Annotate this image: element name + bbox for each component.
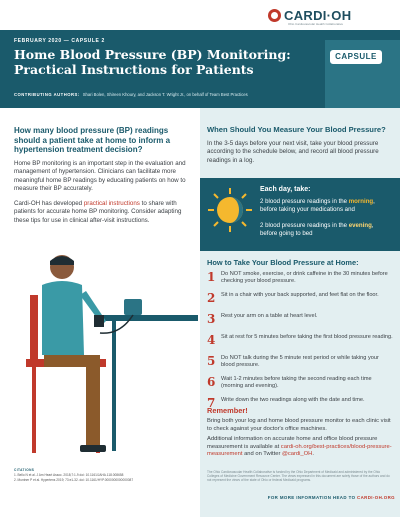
bp-measurement-link[interactable]: cardi-oh.org/best-practices/blood-pressure-measurement [207, 443, 392, 458]
p2-after: to share with patients for accurate home BP monitoring. Consider adapting these tips for use in clinical after-visit instructions. [14, 200, 182, 224]
remember-text: Bring both your log and home blood pressure monitor to each clinic visit to check against your doctor's office machines. [207, 418, 391, 432]
logo-heart-icon [268, 9, 281, 22]
more-end: . [312, 451, 314, 458]
remember-heading: Remember! [207, 406, 248, 415]
step-number: 4 [207, 333, 216, 347]
step-number: 5 [207, 354, 216, 368]
morning-before: 2 blood pressure readings in the [260, 198, 349, 205]
step-text: Write down the two readings along with the date and time. [221, 397, 365, 403]
intro-paragraph: Home BP monitoring is an important step in the evaluation and management of hypertension. Clinicians can facilitate more meaningful home BP readings by educating patients on how to measure their BP accurately. [14, 160, 186, 192]
page-title: Home Blood Pressure (BP) Monitoring: Practical Instructions for Patients [14, 47, 291, 77]
patient-shin [86, 365, 100, 445]
bp-cuff [94, 315, 104, 327]
morning-after: , before taking your medications and [260, 198, 375, 213]
citations-title: CITATIONS [14, 468, 35, 472]
evening-after: , before going to bed [260, 222, 374, 237]
logo-text: CARDI·OH [284, 8, 352, 23]
step-text: Do NOT smoke, exercise, or drink caffeine in the 30 minutes before checking your blood pressure. [221, 271, 388, 285]
sun-moon-icon [206, 186, 254, 234]
more-before: Additional information on accurate home and office blood pressure measurement is available at [207, 436, 378, 450]
how-heading: How to Take Your Blood Pressure at Home: [207, 258, 359, 267]
more-info-text [207, 436, 393, 459]
when-text: In the 3-5 days before your next visit, take your blood pressure according to the schedule below, and record all blood pressure readings in a log. [207, 140, 379, 164]
step-text: Do NOT talk during the 5 minute rest period or while taking your blood pressure. [221, 355, 379, 369]
footer-link[interactable]: CARDI-OH.ORG [357, 495, 395, 500]
cardi-oh-logo [268, 8, 351, 23]
morning-highlight: morning [348, 198, 374, 205]
patient-hair [50, 256, 74, 265]
step-item [207, 271, 393, 292]
authors-names: Shari Bolen, Shireen Khoury, and Jackson T. Wright Jr., on behalf of Team Best Practices [82, 92, 248, 97]
question-heading: How many blood pressure (BP) readings should a patient take at home to inform a hypertension treatment decision? [14, 126, 171, 155]
evening-before: 2 blood pressure readings in the [260, 222, 349, 229]
table-leg [112, 321, 116, 451]
step-item [207, 376, 393, 397]
issue-kicker: FEBRUARY 2020 — CAPSULE 2 [14, 38, 105, 44]
patient-illustration [20, 255, 200, 465]
step-number: 7 [207, 396, 216, 410]
step-item [207, 334, 393, 355]
twitter-handle-link[interactable]: @cardi_OH [281, 451, 313, 458]
step-text: Sit in a chair with your back supported, and feet flat on the floor. [221, 292, 379, 298]
step-number: 3 [207, 312, 216, 326]
authors-label: CONTRIBUTING AUTHORS: [14, 92, 80, 97]
evening-readings [260, 222, 392, 238]
step-item [207, 355, 393, 376]
patient-shoe [80, 445, 106, 452]
citations [14, 468, 194, 483]
step-text: Rest your arm on a table at heart level. [221, 313, 318, 319]
authors-line [14, 92, 324, 97]
step-number: 1 [207, 270, 216, 284]
step-text: Wait 1-2 minutes before taking the second reading each time (morning and evening). [221, 376, 372, 390]
evening-highlight: evening [348, 222, 372, 229]
step-number: 6 [207, 375, 216, 389]
step-number: 2 [207, 291, 216, 305]
morning-readings [260, 198, 392, 214]
footer-cta [260, 495, 395, 500]
p2-before: Cardi-OH has developed [14, 200, 84, 207]
chair-back [30, 295, 38, 365]
step-text: Sit at rest for 5 minutes before taking the first blood pressure reading. [221, 334, 393, 340]
step-item [207, 313, 393, 334]
daily-title: Each day, take: [260, 186, 311, 193]
chair-leg-back [32, 367, 36, 453]
patient-shirt [42, 281, 84, 355]
more-mid: and on Twitter [242, 451, 282, 458]
citation-1: 1. Bello N et al. J Am Heart Assoc. 2018;7:1-9 doi: 10.1161/JAHA.118.008658 [14, 473, 124, 477]
footer-text: FOR MORE INFORMATION HEAD TO [267, 495, 358, 500]
step-item [207, 292, 393, 313]
logo-subtext: Ohio Cardiovascular Health Collaborative [288, 22, 344, 26]
table-top [98, 315, 198, 321]
steps-list [207, 271, 393, 418]
bp-monitor [124, 299, 142, 315]
citation-2: 2. Muntner P et al. Hypertens 2019; 73:e1-32. doi: 10.1161/HYP.0000000000000087 [14, 478, 134, 482]
cardioh-paragraph [14, 200, 192, 225]
practical-instructions-link[interactable]: practical instructions [83, 200, 140, 207]
funding-fine-print: The Ohio Cardiovascular Health Collaborative is funded by the Ohio Department of Medicaid and administered by the Ohio Colleges of Medicine Government Resource Center. The views expressed in this document are solely those of the authors and do not represent the views of the state of Ohio or federal Medicaid programs. [207, 470, 390, 483]
when-heading: When Should You Measure Your Blood Pressure? [207, 125, 386, 134]
capsule-badge: CAPSULE [330, 50, 382, 64]
